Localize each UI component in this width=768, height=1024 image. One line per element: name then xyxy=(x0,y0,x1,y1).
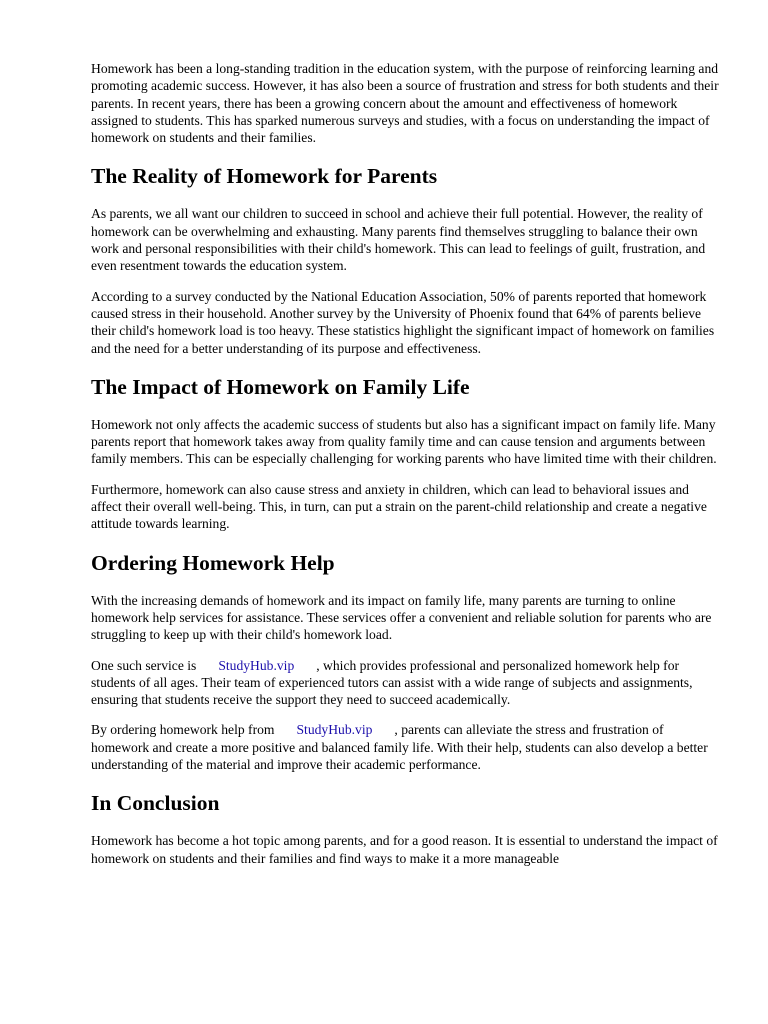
heading-ordering-help: Ordering Homework Help xyxy=(91,550,335,575)
paragraph-ordering-1: With the increasing demands of homework and its impact on family life, many parents are turning to online homework help services for assistance. These services offer a convenient and reliable solution for parents who are struggling to keep up with their child's homework load. xyxy=(91,592,712,643)
heading-reality-of-homework: The Reality of Homework for Parents xyxy=(91,164,438,189)
paragraph-ordering-3-rest: , parents can alleviate the stress and frustration of homework and create a more positive and balanced family life. With their help, students can also develop a better understanding of the material and improve their academic performance. xyxy=(91,722,708,773)
paragraph-ordering-2-rest: , which provides professional and personalized homework help for students of all ages. Their team of experienced tutors can assist with a wide range of subjects and assignments, ensuring that students receive the support they need to succeed academically. xyxy=(91,657,693,708)
intro-paragraph: Homework has been a long-standing tradition in the education system, with the purpose of reinforcing learning and promoting academic success. However, it has also been a source of frustration and stress for both students and their parents. In recent years, there has been a growing concern about the amount and effectiveness of homework assigned to students. This has sparked numerous surveys and studies, with a focus on understanding the impact of homework on students and their families. xyxy=(91,61,719,146)
paragraph-reality-2: According to a survey conducted by the National Education Association, 50% of parents reported that homework caused stress in their household. Another survey by the University of Phoenix found that 64% of parents believe their child's homework load is too heavy. These statistics highlight the significant impact of homework on families and the need for a better understanding of its purpose and effectiveness. xyxy=(91,288,715,356)
paragraph-reality-1: As parents, we all want our children to succeed in school and achieve their full potential. However, the reality of homework can be overwhelming and exhausting. Many parents find themselves struggling to balance their own work and personal responsibilities with their child's homework. This can lead to feelings of guilt, frustration, and even resentment towards the education system. xyxy=(91,206,706,274)
document-page xyxy=(91,60,721,880)
heading-impact-on-family: The Impact of Homework on Family Life xyxy=(91,374,470,399)
paragraph-ordering-2-lead: One such service is xyxy=(91,657,197,673)
paragraph-ordering-3-lead: By ordering homework help from xyxy=(91,722,275,738)
studyhub-link-2[interactable]: StudyHub.vip xyxy=(296,722,373,738)
paragraph-conclusion-1: Homework has become a hot topic among parents, and for a good reason. It is essential to understand the impact of homework on students and their families and find ways to make it a more manageable xyxy=(91,833,718,866)
paragraph-ordering-2 xyxy=(91,657,721,709)
paragraph-impact-2: Furthermore, homework can also cause stress and anxiety in children, which can lead to behavioral issues and affect their overall well-being. This, in turn, can put a strain on the parent-child relationship and create a negative attitude towards learning. xyxy=(91,481,707,532)
paragraph-ordering-3 xyxy=(91,721,721,773)
heading-conclusion: In Conclusion xyxy=(91,791,220,816)
studyhub-link-1[interactable]: StudyHub.vip xyxy=(218,657,295,673)
paragraph-impact-1: Homework not only affects the academic success of students but also has a significant impact on family life. Many parents report that homework takes away from quality family time and can cause tension and arguments between family members. This can be especially challenging for working parents who have limited time with their children. xyxy=(91,416,717,467)
